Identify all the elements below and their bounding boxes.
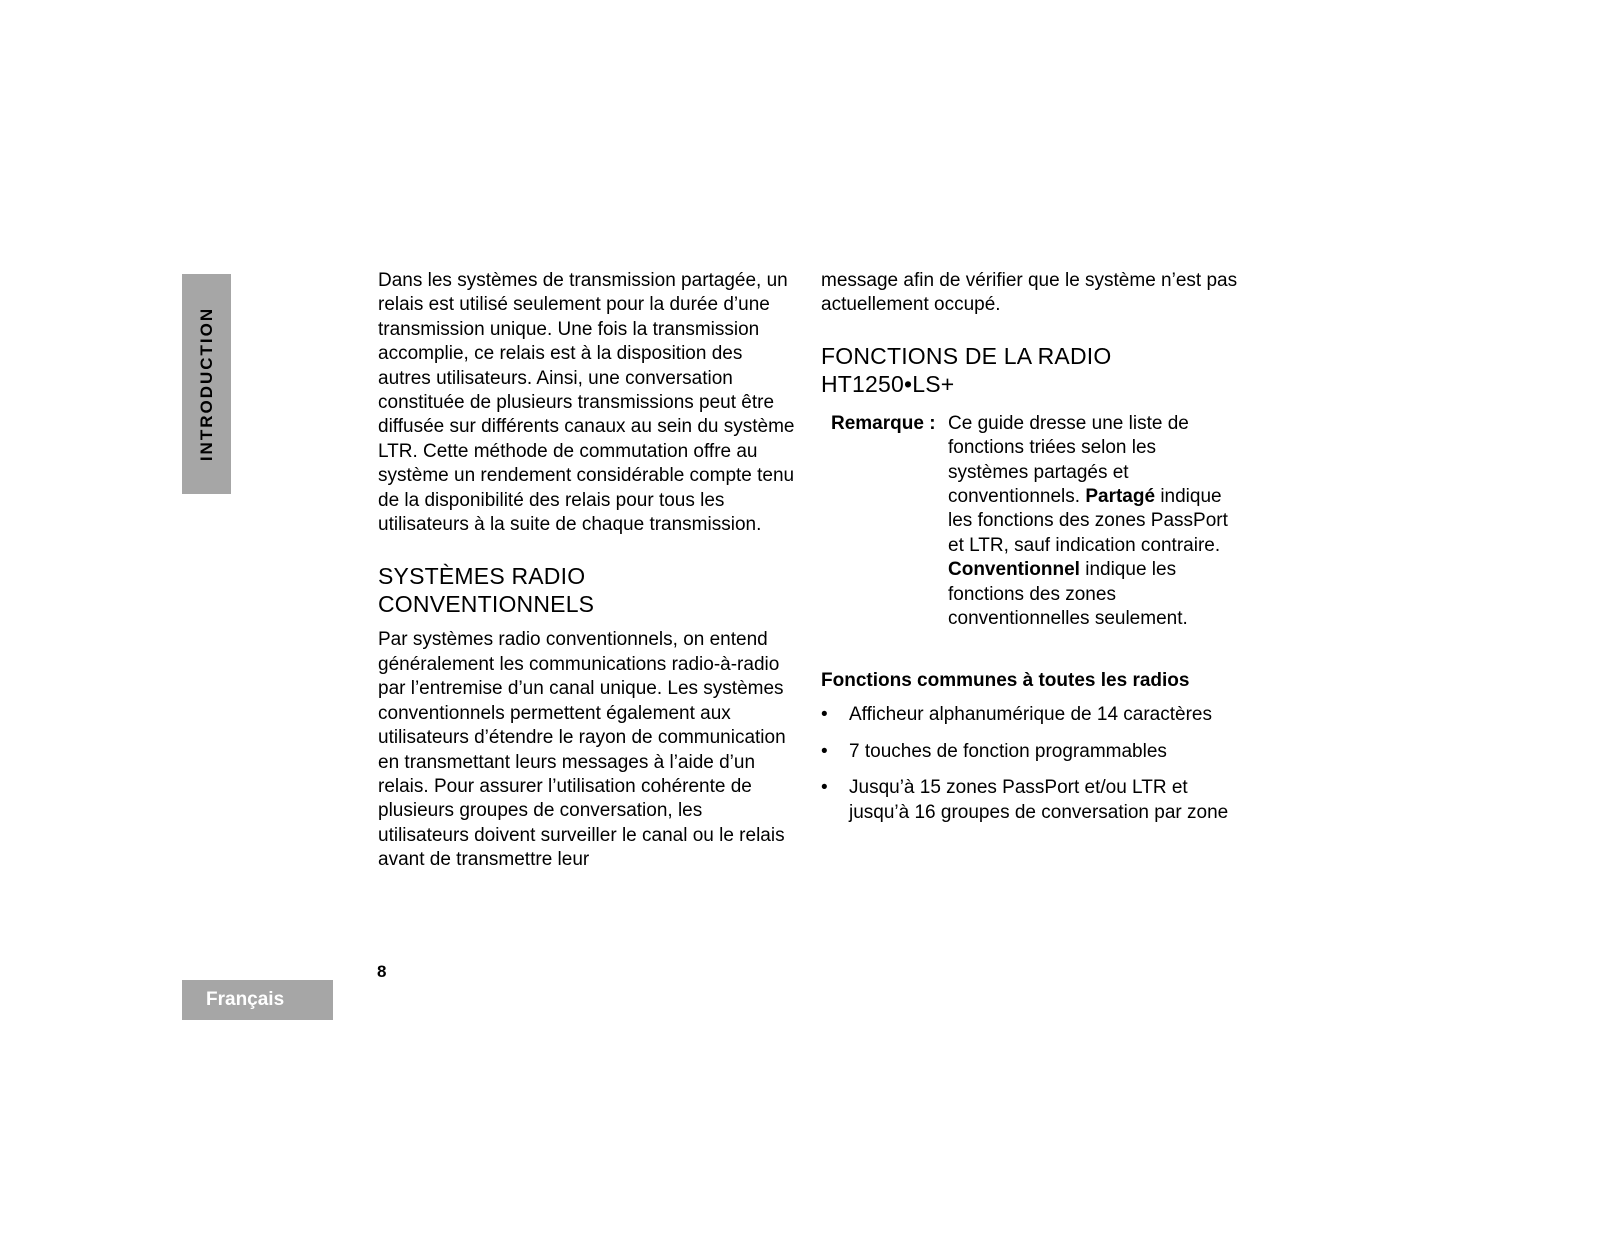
section-tab-label: INTRODUCTION [196, 306, 216, 462]
language-tab-label: Français [206, 989, 285, 1010]
radio-functions-heading: FONCTIONS DE LA RADIO HT1250•LS+ [821, 342, 1112, 397]
list-item [821, 740, 1241, 764]
right-column [821, 269, 1241, 837]
bullet-icon: • [821, 740, 828, 762]
page-number: 8 [377, 962, 387, 981]
left-column [378, 269, 798, 873]
note-text-part2: indique les fonctions des zones PassPort et LTR, sauf indication contraire. [948, 486, 1228, 556]
note-label: Remarque : [831, 412, 936, 434]
features-list [821, 703, 1241, 825]
note-text-part1: Ce guide dresse une liste de fonctions triées selon les systèmes partagés et conventionnels. [948, 412, 1189, 508]
intro-paragraph: Dans les systèmes de transmission partagée, un relais est utilisé seulement pour la durée d’une transmission unique. Une fois la transmission accomplie, ce relais est à la disposition des autres utilisateurs. Ainsi, une conversation constituée de plusieurs transmissions peut être diffusée sur différents canaux au sein du système LTR. Cette méthode de commutation offre au système un rendement considérable compte tenu de la disponibilité des relais pour tous les utilisateurs à la suite de chaque transmission. [378, 270, 795, 536]
note-text-part3: indique les fonctions des zones conventionnelles seulement. [948, 559, 1188, 630]
conventional-systems-heading: SYSTÈMES RADIO CONVENTIONNELS [378, 563, 595, 618]
list-item-text: 7 touches de fonction programmables [849, 740, 1167, 762]
section-tab [182, 274, 231, 494]
list-item [821, 703, 1241, 727]
list-item-text: Jusqu’à 15 zones PassPort et/ou LTR et jusqu’à 16 groupes de conversation par zone [849, 777, 1229, 823]
bullet-icon: • [821, 704, 828, 726]
language-tab [182, 980, 333, 1020]
list-item-text: Afficheur alphanumérique de 14 caractères [849, 704, 1212, 726]
note-bold-shared: Partagé [1085, 486, 1156, 508]
note-text [948, 412, 1238, 632]
list-item [821, 776, 1241, 825]
continued-paragraph: message afin de vérifier que le système n’est pas actuellement occupé. [821, 270, 1238, 316]
note-bold-conventional: Conventionnel [948, 559, 1080, 581]
conventional-systems-paragraph: Par systèmes radio conventionnels, on entend généralement les communications radio-à-radio par l’entremise d’un canal unique. Les systèmes conventionnels permettent également aux utilisateurs d’étendre le rayon de communication en transmettant leurs messages à l’aide d’un relais. Pour assurer l’utilisation cohérente de plusieurs groupes de conversation, les utilisateurs doivent surveiller le canal ou le relais avant de transmettre leur [378, 629, 786, 871]
bullet-icon: • [821, 777, 828, 799]
common-functions-subheading: Fonctions communes à toutes les radios [821, 670, 1190, 692]
note-block [831, 412, 1241, 632]
